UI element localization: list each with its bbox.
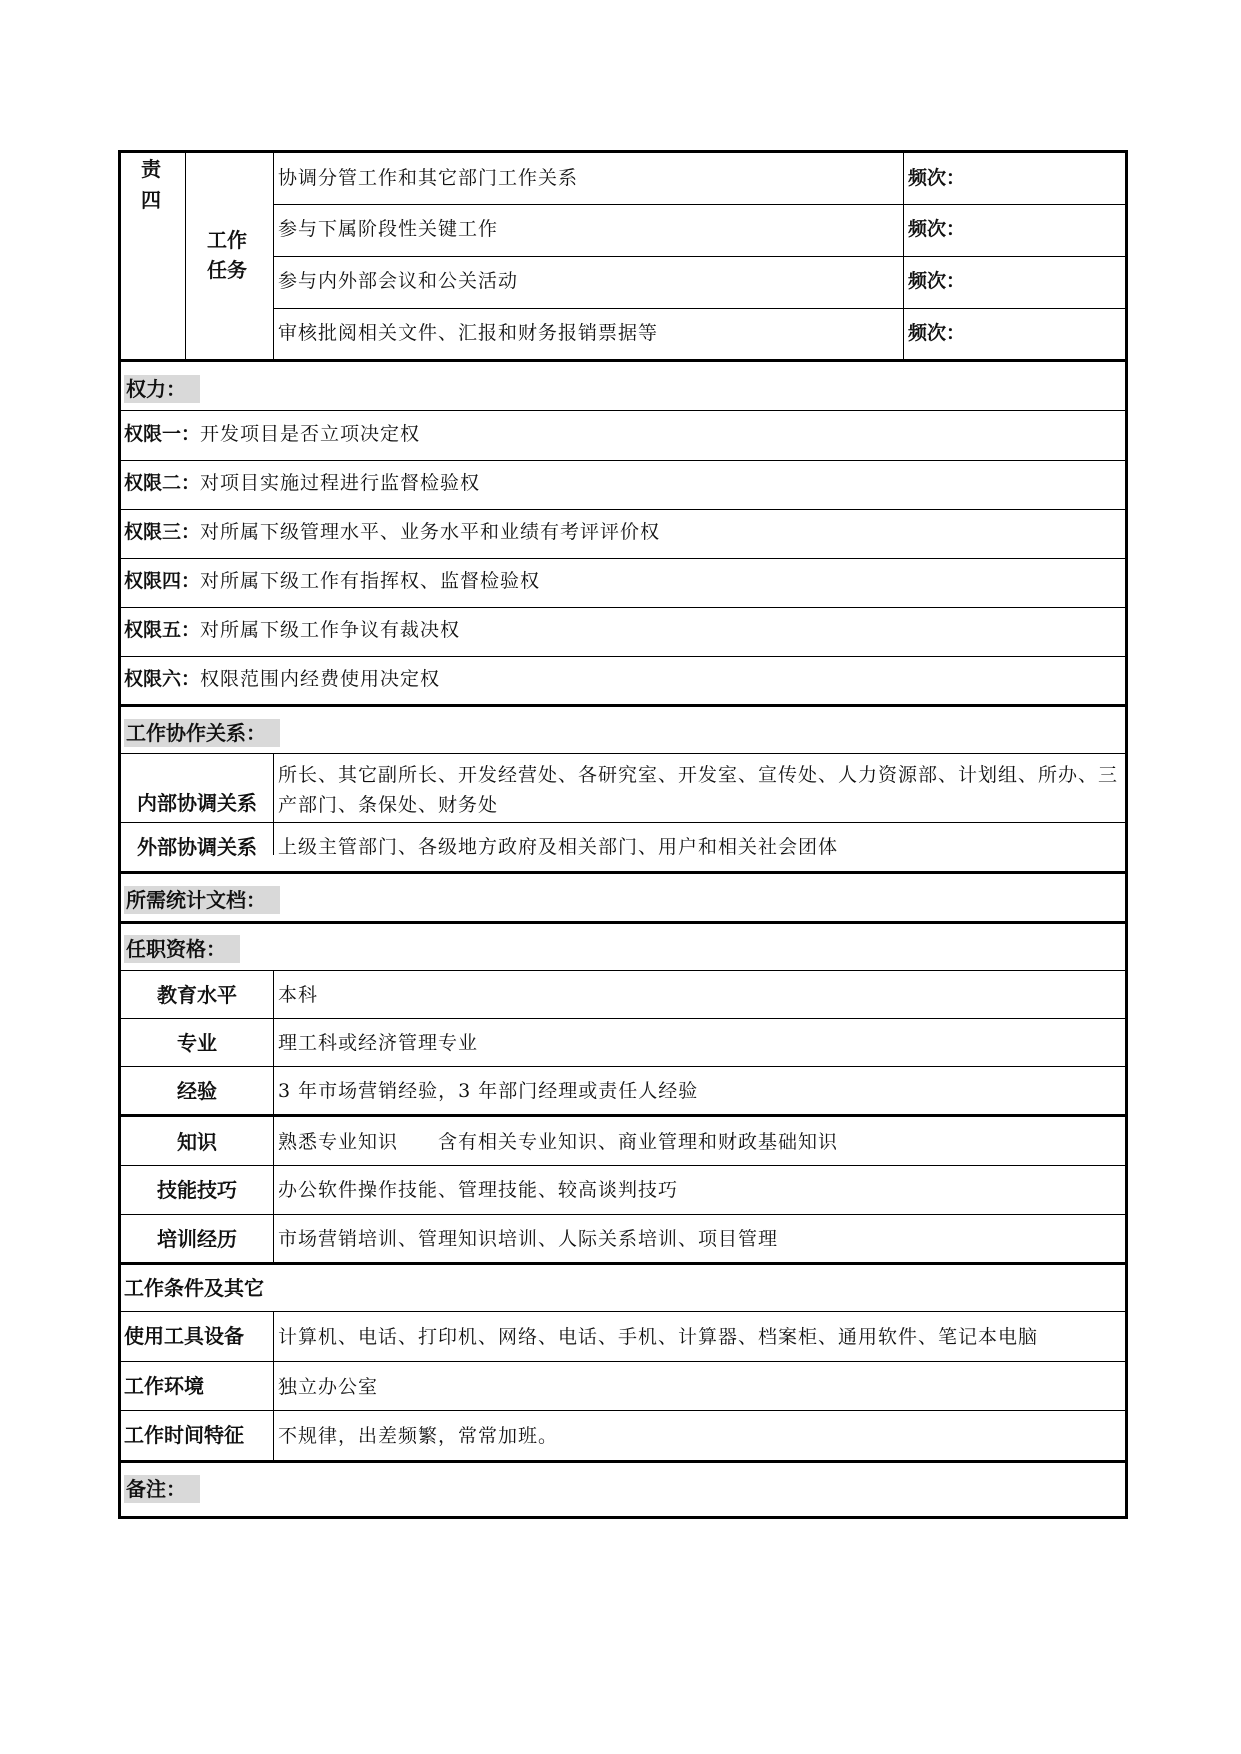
duty-sub-label-line1: 工作 — [207, 228, 247, 252]
qual-label: 专业 — [177, 1031, 217, 1055]
divider — [121, 1410, 1125, 1411]
power-item-label: 权限六： — [124, 668, 201, 690]
qual-label: 技能技巧 — [157, 1178, 237, 1202]
cond-heading: 工作条件及其它 — [124, 1276, 264, 1300]
divider — [121, 1114, 1125, 1117]
cond-label: 工作环境 — [124, 1374, 204, 1398]
divider — [121, 822, 1125, 823]
divider — [185, 153, 186, 360]
power-heading: 权力： — [124, 375, 200, 403]
divider — [121, 1311, 1125, 1312]
power-item — [124, 473, 480, 493]
qual-value: 3 年市场营销经验，3 年部门经理或责任人经验 — [278, 1080, 699, 1102]
docs-heading: 所需统计文档： — [124, 886, 280, 914]
divider — [121, 460, 1125, 461]
power-item-text: 对所属下级工作争议有裁决权 — [200, 619, 461, 641]
task-text: 参与下属阶段性关键工作 — [278, 218, 499, 240]
power-item-text: 对所属下级管理水平、业务水平和业绩有考评评价权 — [200, 521, 661, 543]
duty-label-line1: 责 — [141, 157, 161, 181]
task-frequency: 频次： — [908, 322, 966, 344]
collab-heading: 工作协作关系： — [124, 719, 280, 747]
power-item-text: 对项目实施过程进行监督检验权 — [200, 472, 481, 494]
duty-sub-label-line2: 任务 — [207, 258, 247, 282]
divider — [121, 1066, 1125, 1067]
divider — [273, 308, 1128, 309]
divider — [273, 753, 274, 855]
qual-label: 教育水平 — [157, 983, 237, 1007]
power-item-label: 权限三： — [124, 521, 201, 543]
divider — [121, 410, 1125, 411]
task-frequency: 频次： — [908, 218, 966, 240]
qual-label: 知识 — [177, 1130, 217, 1154]
task-frequency: 频次： — [908, 167, 966, 189]
divider — [121, 970, 1125, 971]
section-divider — [121, 359, 1125, 362]
cond-value: 不规律，出差频繁，常常加班。 — [278, 1425, 559, 1447]
task-frequency: 频次： — [908, 270, 966, 292]
task-text: 审核批阅相关文件、汇报和财务报销票据等 — [278, 322, 659, 344]
cond-value: 计算机、电话、打印机、网络、电话、手机、计算器、档案柜、通用软件、笔记本电脑 — [278, 1326, 1039, 1348]
qual-value: 理工科或经济管理专业 — [278, 1032, 479, 1054]
external-collab-label: 外部协调关系 — [137, 835, 257, 859]
divider — [121, 607, 1125, 608]
section-divider — [121, 1262, 1125, 1265]
divider — [121, 1214, 1125, 1215]
divider — [121, 753, 1125, 754]
qual-value: 熟悉专业知识 含有相关专业知识、商业管理和财政基础知识 — [278, 1131, 839, 1153]
power-item-label: 权限一： — [124, 423, 201, 445]
cond-value: 独立办公室 — [278, 1376, 379, 1398]
internal-collab-label: 内部协调关系 — [137, 791, 257, 815]
power-item — [124, 571, 540, 591]
divider — [121, 1018, 1125, 1019]
duty-label-line2: 四 — [141, 188, 161, 212]
cond-label: 使用工具设备 — [124, 1324, 244, 1348]
power-item — [124, 669, 440, 689]
section-divider — [121, 704, 1125, 707]
qual-label: 经验 — [177, 1079, 217, 1103]
power-item-text: 权限范围内经费使用决定权 — [200, 668, 441, 690]
power-item — [124, 620, 460, 640]
external-collab-text: 上级主管部门、各级地方政府及相关部门、用户和相关社会团体 — [278, 836, 839, 858]
power-item — [124, 522, 660, 542]
power-item-text: 开发项目是否立项决定权 — [200, 423, 421, 445]
divider — [273, 204, 1128, 205]
power-item-label: 权限五： — [124, 619, 201, 641]
divider — [121, 1361, 1125, 1362]
qual-value: 市场营销培训、管理知识培训、人际关系培训、项目管理 — [278, 1228, 779, 1250]
power-item-text: 对所属下级工作有指挥权、监督检验权 — [200, 570, 541, 592]
task-text: 参与内外部会议和公关活动 — [278, 270, 519, 292]
divider — [121, 558, 1125, 559]
section-divider — [121, 1460, 1125, 1463]
divider — [121, 509, 1125, 510]
power-item-label: 权限四： — [124, 570, 201, 592]
power-item-label: 权限二： — [124, 472, 201, 494]
cond-label: 工作时间特征 — [124, 1423, 244, 1447]
internal-collab-text: 所长、其它副所长、开发经营处、各研究室、开发室、宣传处、人力资源部、计划组、所办、三产部门、条保处、财务处 — [278, 764, 1119, 816]
divider — [273, 256, 1128, 257]
divider — [121, 656, 1125, 657]
notes-heading: 备注： — [124, 1475, 200, 1503]
section-divider — [121, 921, 1125, 924]
divider — [273, 1311, 274, 1461]
section-divider — [121, 871, 1125, 874]
task-text: 协调分管工作和其它部门工作关系 — [278, 167, 579, 189]
qual-heading: 任职资格： — [124, 935, 240, 963]
qual-value: 办公软件操作技能、管理技能、较高谈判技巧 — [278, 1179, 679, 1201]
qual-value: 本科 — [278, 984, 319, 1006]
job-description-table — [118, 150, 1128, 1519]
qual-label: 培训经历 — [157, 1227, 237, 1251]
divider — [121, 1165, 1125, 1166]
power-item — [124, 424, 420, 444]
